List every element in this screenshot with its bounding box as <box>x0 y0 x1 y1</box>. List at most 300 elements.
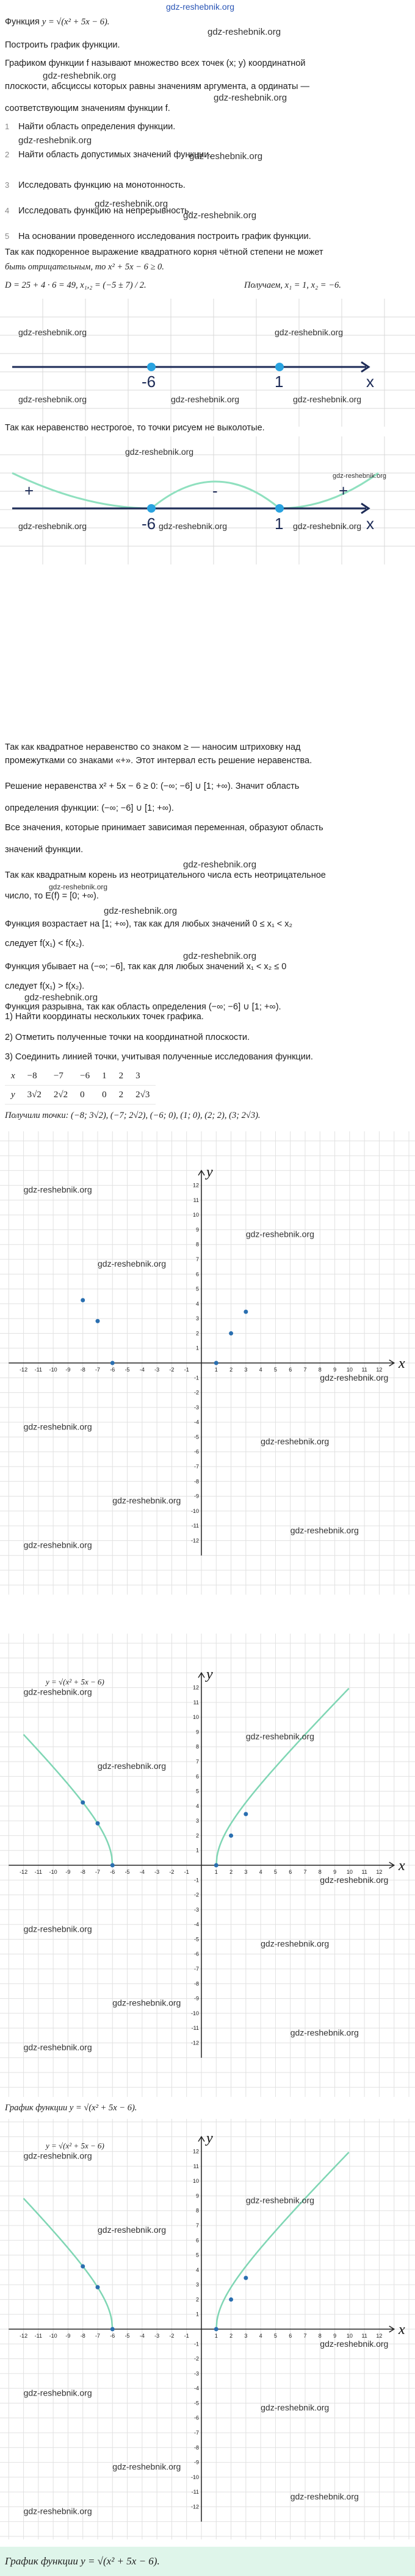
y-tick-label: 7 <box>195 1256 199 1262</box>
y-tick-label: -12 <box>190 1537 199 1544</box>
domain-p1: Так как подкоренное выражение квадратного корня чётной степени не может <box>5 247 323 257</box>
data-point <box>244 1812 248 1816</box>
solution-p12: следует f(x₁) > f(x₂). <box>5 981 85 991</box>
number-line-2 <box>0 436 415 564</box>
y-tick-label: -8 <box>193 2444 199 2451</box>
x-tick-label: -2 <box>169 1869 175 1875</box>
watermark: gdz-reshebnik.org <box>333 472 387 480</box>
x-tick-label: 10 <box>346 2333 353 2339</box>
watermark: gdz-reshebnik.org <box>49 883 108 891</box>
x-tick-label: -3 <box>154 1869 160 1875</box>
x-tick-label: -10 <box>49 1367 57 1373</box>
x-tick-label: -6 <box>110 1367 115 1373</box>
y-tick-label: -3 <box>193 2370 199 2377</box>
watermark: gdz-reshebnik.org <box>112 1998 181 2008</box>
point-right <box>275 363 284 371</box>
table-cell: 2√2 <box>48 1086 74 1105</box>
data-point <box>214 2327 218 2332</box>
y-tick-label: 9 <box>195 1729 199 1735</box>
solution-p7: Так как квадратным корень из неотрицательного числа есть неотрицательное <box>5 870 326 880</box>
data-point <box>96 1319 100 1323</box>
y-tick-label: 7 <box>195 1759 199 1765</box>
watermark: gdz-reshebnik.org <box>183 951 257 961</box>
watermark: gdz-reshebnik.org <box>18 135 92 146</box>
points-text: Получили точки: (−8; 3√2), (−7; 2√2), (−6; 0), (1; 0), (2; 2), (3; 2√3). <box>5 1111 261 1120</box>
strict-note: Так как неравенство нестрогое, то точки рисуем не выколотые. <box>5 423 265 433</box>
y-tick-label: -6 <box>193 2414 199 2421</box>
y-tick-label: -10 <box>190 2474 199 2480</box>
x-tick-label: 8 <box>318 1367 322 1373</box>
y-axis-label: y <box>206 1667 213 1682</box>
discriminant: D = 25 + 4 · 6 = 49, x₁,₂ = (−5 ± 7) / 2. <box>5 280 146 290</box>
y-tick-label: -3 <box>193 1906 199 1913</box>
x-tick-label: 7 <box>303 1869 307 1875</box>
watermark: gdz-reshebnik.org <box>320 1875 389 1885</box>
y-tick-label: 4 <box>195 1802 199 1809</box>
y-tick-label: 3 <box>195 1818 199 1824</box>
x-tick-label: 4 <box>259 2333 262 2339</box>
y-tick-label: -7 <box>193 1464 199 1470</box>
x-tick-label: 5 <box>273 1869 277 1875</box>
header-site-link[interactable]: gdz-reshebnik.org <box>166 2 235 12</box>
y-axis-label: y <box>206 2130 213 2146</box>
y-tick-label: -12 <box>190 2503 199 2510</box>
watermark: gdz-reshebnik.org <box>125 447 194 457</box>
graph-caption-2: График функции y = √(x² + 5x − 6). <box>5 2555 160 2567</box>
watermark: gdz-reshebnik.org <box>320 2339 389 2349</box>
function-formula: y = √(x² + 5x − 6). <box>42 17 110 27</box>
x-axis-label: x <box>399 1858 405 1874</box>
plan-text: Найти область допустимых значений функции. <box>18 150 212 160</box>
y-tick-label: -7 <box>193 1966 199 1972</box>
watermark: gdz-reshebnik.org <box>208 27 281 37</box>
x-tick-label: 5 <box>273 1367 277 1373</box>
y-tick-label: 5 <box>195 1286 199 1292</box>
data-point <box>96 2285 100 2290</box>
x-tick-label: -6 <box>110 2333 115 2339</box>
x-tick-label: -4 <box>139 1367 145 1373</box>
y-tick-label: -9 <box>193 2459 199 2466</box>
y-tick-label: 8 <box>195 1241 199 1248</box>
watermark: gdz-reshebnik.org <box>159 521 228 531</box>
plan-text: Исследовать функцию на непрерывность. <box>18 206 192 216</box>
watermark: gdz-reshebnik.org <box>261 1938 330 1949</box>
y-tick-label: -5 <box>193 2400 199 2407</box>
solution-p14: 1) Найти координаты нескольких точек графика. <box>5 1012 204 1022</box>
data-point <box>110 2327 115 2332</box>
solution-p15: 2) Отметить полученные точки на координатной плоскости. <box>5 1033 250 1042</box>
data-point <box>96 1821 100 1826</box>
y-tick-label: -4 <box>193 2385 199 2392</box>
table-row <box>5 1067 156 1086</box>
sign-right: + <box>339 482 348 500</box>
y-tick-label: -2 <box>193 1891 199 1898</box>
watermark: gdz-reshebnik.org <box>293 394 362 404</box>
x-tick-label: 7 <box>303 2333 307 2339</box>
y-tick-label: 10 <box>192 1714 199 1721</box>
solution-p4: определения функции: (−∞; −6] ∪ [1; +∞). <box>5 803 174 813</box>
axis-label: x <box>366 514 374 533</box>
point-left <box>147 504 156 513</box>
plan-num: 2 <box>5 150 10 159</box>
y-tick-label: 2 <box>195 1330 199 1337</box>
x-tick-label: -2 <box>169 1367 175 1373</box>
values-table <box>5 1067 156 1105</box>
x-tick-label: 11 <box>361 1869 367 1875</box>
y-tick-label: -8 <box>193 1478 199 1485</box>
sign-middle: - <box>212 482 218 500</box>
x-tick-label: -1 <box>184 2333 189 2339</box>
y-tick-label: 9 <box>195 2193 199 2199</box>
y-tick-label: -5 <box>193 1936 199 1943</box>
x-tick-label: -5 <box>125 2333 130 2339</box>
watermark: gdz-reshebnik.org <box>23 1687 92 1697</box>
y-tick-label: 12 <box>192 1182 199 1189</box>
y-tick-label: 11 <box>193 1699 199 1706</box>
data-point <box>229 1834 233 1838</box>
data-point <box>244 2275 248 2280</box>
x-tick-label: 9 <box>333 2333 337 2339</box>
x-tick-label: -7 <box>95 2333 101 2339</box>
x-tick-label: 12 <box>376 1367 383 1373</box>
x-tick-label: 1 <box>214 1869 218 1875</box>
y-tick-label: 6 <box>195 2237 199 2244</box>
watermark: gdz-reshebnik.org <box>23 1924 92 1934</box>
x-tick-label: 5 <box>273 2333 277 2339</box>
solution-p5: Все значения, которые принимает зависимая переменная, образуют область <box>5 823 323 833</box>
x-tick-label: 9 <box>333 1869 337 1875</box>
y-tick-label: -11 <box>191 2489 199 2496</box>
watermark: gdz-reshebnik.org <box>171 394 240 404</box>
x-tick-label: 3 <box>244 1869 248 1875</box>
y-tick-label: 12 <box>192 1684 199 1691</box>
data-point <box>110 1863 115 1868</box>
y-tick-label: -9 <box>193 1493 199 1500</box>
watermark: gdz-reshebnik.org <box>23 2151 92 2161</box>
table-cell: 3 <box>129 1067 156 1086</box>
watermark: gdz-reshebnik.org <box>261 1436 330 1446</box>
plan-num: 5 <box>5 232 10 241</box>
watermark: gdz-reshebnik.org <box>43 71 117 81</box>
watermark: gdz-reshebnik.org <box>245 1229 314 1239</box>
x-tick-label: -9 <box>65 1869 71 1875</box>
x-tick-label: -3 <box>154 1367 160 1373</box>
x-axis-label: x <box>399 2322 405 2338</box>
data-point <box>229 1331 233 1336</box>
y-tick-label: 5 <box>195 1788 199 1795</box>
x-tick-label: -11 <box>34 2333 43 2339</box>
watermark: gdz-reshebnik.org <box>23 1421 92 1432</box>
curve-label: y = √(x² + 5x − 6) <box>46 1677 104 1687</box>
y-tick-label: 8 <box>195 2207 199 2214</box>
solution-p9: Функция возрастает на [1; +∞), так как для любых значений 0 ≤ x₁ < x₂ <box>5 919 293 929</box>
y-tick-label: -7 <box>193 2430 199 2436</box>
data-point <box>81 1298 85 1303</box>
x-tick-label: -8 <box>80 1869 85 1875</box>
watermark: gdz-reshebnik.org <box>320 1373 389 1383</box>
watermark: gdz-reshebnik.org <box>98 2225 167 2235</box>
y-tick-label: -12 <box>190 2040 199 2046</box>
x-tick-label: -8 <box>80 2333 85 2339</box>
watermark: gdz-reshebnik.org <box>23 2388 92 2398</box>
x-tick-label: 11 <box>361 2333 367 2339</box>
watermark: gdz-reshebnik.org <box>95 199 168 209</box>
x-tick-label: -12 <box>20 1367 28 1373</box>
y-tick-label: 1 <box>195 2311 199 2318</box>
definition-line-3: соответствующим значениям функции f. <box>5 104 170 113</box>
x-tick-label: -12 <box>20 1869 28 1875</box>
solution-p2: промежутками со знаками «+». Этот интервал есть решение неравенства. <box>5 756 312 766</box>
watermark: gdz-reshebnik.org <box>214 93 287 103</box>
graph-caption-1: График функции y = √(x² + 5x − 6). <box>5 2103 137 2113</box>
x-tick-label: 7 <box>303 1367 307 1373</box>
x-tick-label: 11 <box>361 1367 367 1373</box>
x-tick-label: -5 <box>125 1869 130 1875</box>
y-tick-label: -1 <box>193 1375 199 1381</box>
data-point <box>81 2265 85 2269</box>
y-tick-label: -2 <box>193 1389 199 1396</box>
y-tick-label: 4 <box>195 2266 199 2273</box>
watermark: gdz-reshebnik.org <box>112 2461 181 2472</box>
watermark: gdz-reshebnik.org <box>18 521 87 531</box>
plan-num: 3 <box>5 180 10 190</box>
point-right <box>275 504 284 513</box>
data-point <box>244 1309 248 1314</box>
y-tick-label: 12 <box>192 2148 199 2155</box>
sign-left: + <box>24 482 34 500</box>
y-tick-label: 6 <box>195 1271 199 1278</box>
table-cell: 2 <box>113 1086 130 1105</box>
y-tick-label: 2 <box>195 2296 199 2303</box>
curve-right-branch <box>216 2152 348 2329</box>
y-tick-label: 5 <box>195 2252 199 2258</box>
table-cell: 0 <box>96 1086 113 1105</box>
solution-p11: Функция убывает на (−∞; −6], так как для любых значений x₁ < x₂ ≤ 0 <box>5 962 287 972</box>
x-tick-label: 4 <box>259 1367 262 1373</box>
x-tick-label: 8 <box>318 2333 322 2339</box>
data-point <box>81 1801 85 1805</box>
table-cell: 2√3 <box>129 1086 156 1105</box>
watermark: gdz-reshebnik.org <box>24 992 98 1003</box>
table-cell: −8 <box>21 1067 48 1086</box>
y-tick-label: -2 <box>193 2355 199 2362</box>
x-tick-label: 2 <box>229 1869 233 1875</box>
watermark: gdz-reshebnik.org <box>183 210 257 221</box>
data-point <box>110 1361 115 1365</box>
table-cell: 0 <box>74 1086 96 1105</box>
watermark: gdz-reshebnik.org <box>23 2042 92 2052</box>
y-tick-label: -6 <box>193 1951 199 1957</box>
x-tick-label: 4 <box>259 1869 262 1875</box>
x-tick-label: 1 <box>214 2333 218 2339</box>
plan-item <box>5 150 211 160</box>
solution-p3: Решение неравенства x² + 5x − 6 ≥ 0: (−∞; −6] ∪ [1; +∞). Значит область <box>5 781 300 791</box>
table-header: y <box>5 1086 21 1105</box>
y-tick-label: -11 <box>191 2025 199 2032</box>
x-tick-label: -9 <box>65 2333 71 2339</box>
table-row <box>5 1086 156 1105</box>
x-tick-label: -3 <box>154 2333 160 2339</box>
label-left: -6 <box>142 514 156 533</box>
x-tick-label: -10 <box>49 2333 57 2339</box>
graph-points <box>0 1131 415 1595</box>
label-right: 1 <box>275 372 284 391</box>
x-tick-label: -11 <box>34 1869 43 1875</box>
plan-text: Найти область определения функции. <box>18 122 176 132</box>
x-axis-label: x <box>399 1356 405 1372</box>
data-point <box>229 2297 233 2302</box>
y-tick-label: 10 <box>192 1212 199 1219</box>
x-tick-label: 6 <box>289 1869 292 1875</box>
watermark: gdz-reshebnik.org <box>98 1259 167 1269</box>
y-axis-label: y <box>206 1164 213 1180</box>
y-tick-label: -1 <box>193 1877 199 1884</box>
y-tick-label: 3 <box>195 2282 199 2288</box>
x-tick-label: -7 <box>95 1367 101 1373</box>
watermark: gdz-reshebnik.org <box>18 327 87 337</box>
watermark: gdz-reshebnik.org <box>18 394 87 404</box>
label-left: -6 <box>142 372 156 391</box>
y-tick-label: -6 <box>193 1448 199 1455</box>
watermark: gdz-reshebnik.org <box>23 1540 92 1550</box>
y-tick-label: 6 <box>195 1773 199 1780</box>
x-tick-label: -7 <box>95 1869 101 1875</box>
y-tick-label: 3 <box>195 1315 199 1322</box>
x-tick-label: 10 <box>346 1367 353 1373</box>
x-tick-label: 9 <box>333 1367 337 1373</box>
y-tick-label: 8 <box>195 1743 199 1750</box>
watermark: gdz-reshebnik.org <box>98 1761 167 1771</box>
y-tick-label: -11 <box>191 1523 199 1529</box>
x-tick-label: -9 <box>65 1367 71 1373</box>
plan-text: На основании проведенного исследования построить график функции. <box>18 232 311 241</box>
curve-label: y = √(x² + 5x − 6) <box>46 2141 104 2151</box>
y-tick-label: -3 <box>193 1404 199 1411</box>
y-tick-label: 4 <box>195 1300 199 1307</box>
x-tick-label: -1 <box>184 1869 189 1875</box>
solution-p1: Так как квадратное неравенство со знаком ≥ — наносим штриховку над <box>5 742 301 752</box>
y-tick-label: -5 <box>193 1434 199 1440</box>
plan-num: 1 <box>5 122 10 131</box>
watermark: gdz-reshebnik.org <box>261 2402 330 2413</box>
y-tick-label: -4 <box>193 1921 199 1928</box>
table-cell: 1 <box>96 1067 113 1086</box>
roots: Получаем, x₁ = 1, x₂ = −6. <box>244 280 341 290</box>
watermark: gdz-reshebnik.org <box>23 2506 92 2516</box>
x-tick-label: 3 <box>244 1367 248 1373</box>
x-tick-label: -1 <box>184 1367 189 1373</box>
point-left <box>147 363 156 371</box>
table-cell: 2 <box>113 1067 130 1086</box>
x-tick-label: 12 <box>376 2333 383 2339</box>
table-cell: −6 <box>74 1067 96 1086</box>
data-point <box>214 1863 218 1868</box>
data-point <box>214 1361 218 1365</box>
watermark: gdz-reshebnik.org <box>293 521 362 531</box>
plan-item <box>5 232 311 241</box>
solution-p13: Функция разрывна, так как область определения (−∞; −6] ∪ [1; +∞). <box>5 1002 281 1012</box>
y-tick-label: 11 <box>193 1197 199 1203</box>
y-tick-label: 2 <box>195 1832 199 1839</box>
solution-p10: следует f(x₁) < f(x₂). <box>5 939 85 948</box>
x-tick-label: 1 <box>214 1367 218 1373</box>
x-tick-label: -4 <box>139 1869 145 1875</box>
y-tick-label: -9 <box>193 1995 199 2002</box>
y-tick-label: -8 <box>193 1980 199 1987</box>
task-text: Построить график функции. <box>5 40 120 50</box>
x-tick-label: -12 <box>20 2333 28 2339</box>
table-cell: −7 <box>48 1067 74 1086</box>
y-tick-label: 1 <box>195 1345 199 1351</box>
y-tick-label: 10 <box>192 2178 199 2185</box>
y-tick-label: -10 <box>190 2010 199 2016</box>
y-tick-label: 7 <box>195 2222 199 2229</box>
y-tick-label: -10 <box>190 1507 199 1514</box>
x-tick-label: -4 <box>139 2333 145 2339</box>
definition-line-2: плоскости, абсциссы которых равны значениям аргумента, а ординаты — <box>5 82 309 91</box>
x-tick-label: 6 <box>289 1367 292 1373</box>
number-line-1 <box>0 299 415 427</box>
table-header: x <box>5 1067 21 1086</box>
y-tick-label: 9 <box>195 1226 199 1233</box>
watermark: gdz-reshebnik.org <box>23 1184 92 1195</box>
watermark: gdz-reshebnik.org <box>183 859 257 870</box>
plan-text: Исследовать функцию на монотонность. <box>18 180 186 190</box>
watermark: gdz-reshebnik.org <box>112 1495 181 1506</box>
function-prefix: Функция <box>5 17 42 27</box>
table-cell: 3√2 <box>21 1086 48 1105</box>
plan-num: 4 <box>5 206 10 215</box>
watermark: gdz-reshebnik.org <box>189 151 263 162</box>
plan-item <box>5 180 186 190</box>
watermark: gdz-reshebnik.org <box>290 2491 359 2502</box>
watermark: gdz-reshebnik.org <box>245 2195 314 2205</box>
x-tick-label: -8 <box>80 1367 85 1373</box>
y-tick-label: -1 <box>193 2341 199 2347</box>
function-line <box>5 17 109 27</box>
y-tick-label: 1 <box>195 1847 199 1854</box>
x-tick-label: -6 <box>110 1869 115 1875</box>
watermark: gdz-reshebnik.org <box>245 1731 314 1742</box>
graph-final <box>0 2119 415 2539</box>
domain-p2: быть отрицательным, то x² + 5x − 6 ≥ 0. <box>5 262 164 272</box>
x-tick-label: -10 <box>49 1869 57 1875</box>
x-tick-label: 2 <box>229 1367 233 1373</box>
plan-item <box>5 122 175 132</box>
x-tick-label: 2 <box>229 2333 233 2339</box>
watermark: gdz-reshebnik.org <box>290 1525 359 1535</box>
label-right: 1 <box>275 514 284 533</box>
x-tick-label: -5 <box>125 1367 130 1373</box>
x-tick-label: 6 <box>289 2333 292 2339</box>
x-tick-label: 3 <box>244 2333 248 2339</box>
definition-line-1: Графиком функции f называют множество всех точек (x; y) координатной <box>5 59 306 68</box>
watermark: gdz-reshebnik.org <box>275 327 344 337</box>
solution-p16: 3) Соединить линией точки, учитывая полученные исследования функции. <box>5 1052 313 1062</box>
x-tick-label: 8 <box>318 1869 322 1875</box>
curve-right-branch <box>216 1688 348 1865</box>
x-tick-label: -11 <box>34 1367 43 1373</box>
x-tick-label: -2 <box>169 2333 175 2339</box>
x-tick-label: 10 <box>346 1869 353 1875</box>
x-tick-label: 12 <box>376 1869 383 1875</box>
solution-p6: значений функции. <box>5 845 84 855</box>
graph-with-curve <box>0 1634 415 2097</box>
solution-p8: число, то E(f) = [0; +∞). <box>5 891 99 901</box>
y-tick-label: -4 <box>193 1419 199 1426</box>
y-tick-label: 11 <box>193 2163 199 2169</box>
watermark: gdz-reshebnik.org <box>290 2027 359 2038</box>
